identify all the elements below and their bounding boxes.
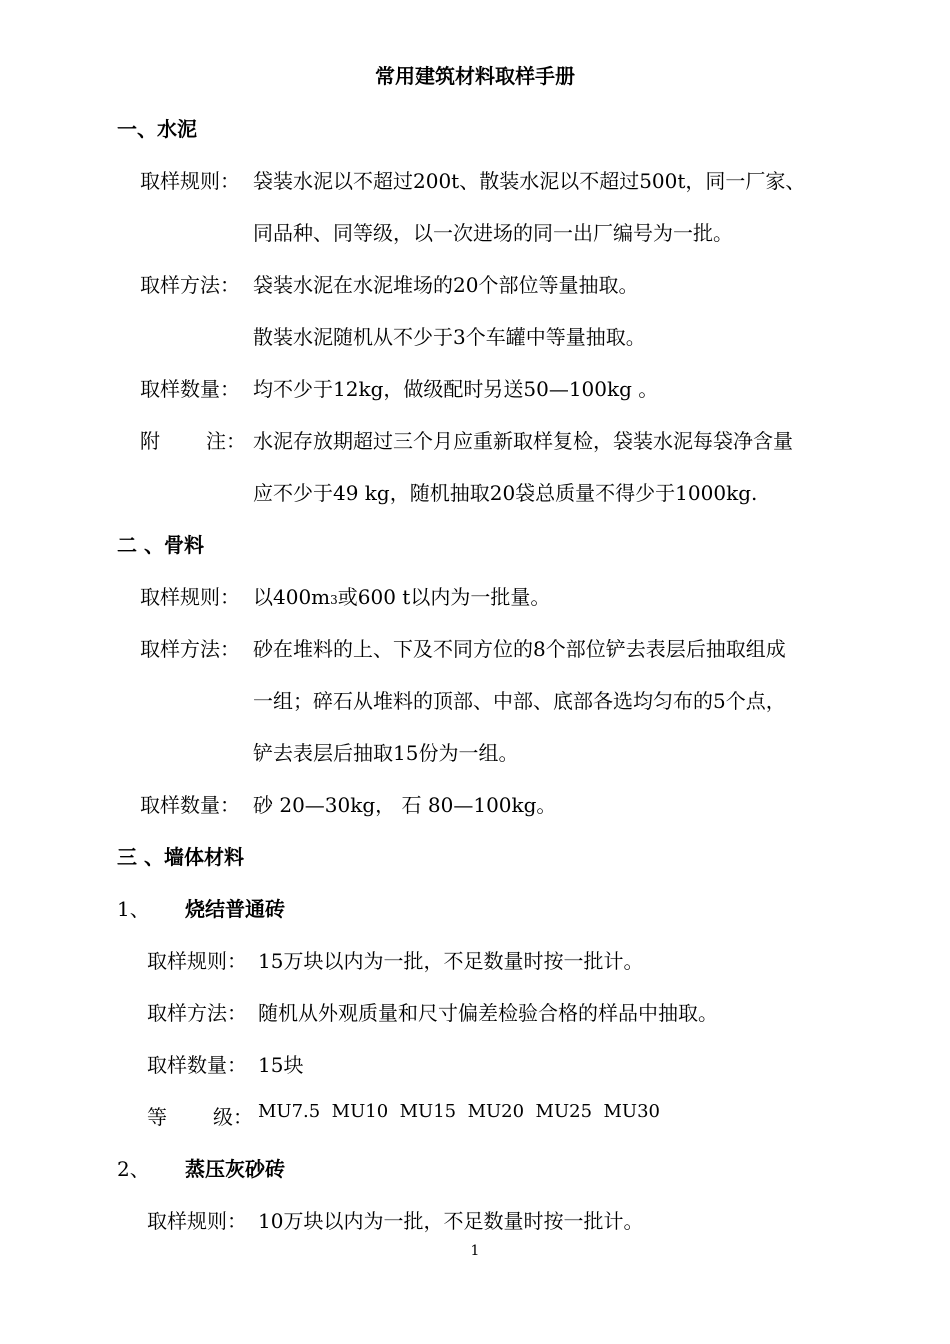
wall-item1-rule-label: 取样规则：: [147, 949, 247, 973]
cement-rule-line2: 同品种、同等级，以一次进场的同一出厂编号为一批。: [253, 221, 733, 245]
wall-item1-rule: 15万块以内为一批，不足数量时按一批计。: [258, 949, 644, 973]
wall-item1-method-label: 取样方法：: [147, 1001, 247, 1025]
aggregate-method-line1: 砂在堆料的上、下及不同方位的8个部位铲去表层后抽取组成: [253, 637, 786, 661]
cement-rule-label: 取样规则：: [140, 169, 240, 193]
wall-item2-rule-label: 取样规则：: [147, 1209, 247, 1233]
cement-note-label-a: 附: [140, 429, 160, 453]
document-title: 常用建筑材料取样手册: [375, 64, 575, 88]
aggregate-rule-text-a: 以400m: [253, 585, 331, 609]
aggregate-qty-text: 砂 20—30kg， 石 80—100kg。: [253, 793, 557, 817]
aggregate-rule-label: 取样规则：: [140, 585, 240, 609]
section-heading-wall: 三 、墙体材料: [117, 845, 244, 869]
aggregate-rule-text: [253, 581, 550, 610]
page-number: 1: [470, 1243, 480, 1259]
wall-item2-number: 2、: [117, 1157, 150, 1181]
wall-item2-rule: 10万块以内为一批，不足数量时按一批计。: [258, 1209, 644, 1233]
cement-note-label-b: 注：: [206, 429, 246, 453]
wall-item1-grade-label-a: 等: [147, 1105, 167, 1129]
aggregate-method-line2: 一组；碎石从堆料的顶部、中部、底部各选均匀布的5个点，: [253, 689, 786, 713]
wall-item1-qty-label: 取样数量：: [147, 1053, 247, 1077]
wall-item1-qty: 15块: [258, 1053, 304, 1077]
cement-method-line2: 散装水泥随机从不少于3个车罐中等量抽取。: [253, 325, 646, 349]
aggregate-method-line3: 铲去表层后抽取15份为一组。: [253, 741, 519, 765]
wall-item1-grades: MU7.5 MU10 MU15 MU20 MU25 MU30: [258, 1101, 660, 1122]
wall-item1-title: 烧结普通砖: [185, 897, 285, 921]
cement-qty-text: 均不少于12kg，做级配时另送50—100kg 。: [253, 377, 659, 401]
cement-note-line2: 应不少于49 kg，随机抽取20袋总质量不得少于1000kg.: [253, 481, 758, 505]
aggregate-rule-text-b: 或600 t以内为一批量。: [337, 585, 551, 609]
section-heading-aggregate: 二 、骨料: [117, 533, 204, 557]
aggregate-method-label: 取样方法：: [140, 637, 240, 661]
section-heading-cement: 一、水泥: [117, 117, 197, 141]
wall-item1-grade-label-b: 级：: [213, 1105, 253, 1129]
cement-rule-line1: 袋装水泥以不超过200t、散装水泥以不超过500t，同一厂家、: [253, 169, 806, 193]
cement-qty-label: 取样数量：: [140, 377, 240, 401]
cement-note-line1: 水泥存放期超过三个月应重新取样复检，袋装水泥每袋净含量: [253, 429, 793, 453]
cement-method-label: 取样方法：: [140, 273, 240, 297]
aggregate-qty-label: 取样数量：: [140, 793, 240, 817]
aggregate-rule-superscript: 3: [330, 593, 338, 607]
wall-item2-title: 蒸压灰砂砖: [185, 1157, 285, 1181]
wall-item1-method: 随机从外观质量和尺寸偏差检验合格的样品中抽取。: [258, 1001, 718, 1025]
cement-method-line1: 袋装水泥在水泥堆场的20个部位等量抽取。: [253, 273, 639, 297]
wall-item1-number: 1、: [117, 897, 150, 921]
